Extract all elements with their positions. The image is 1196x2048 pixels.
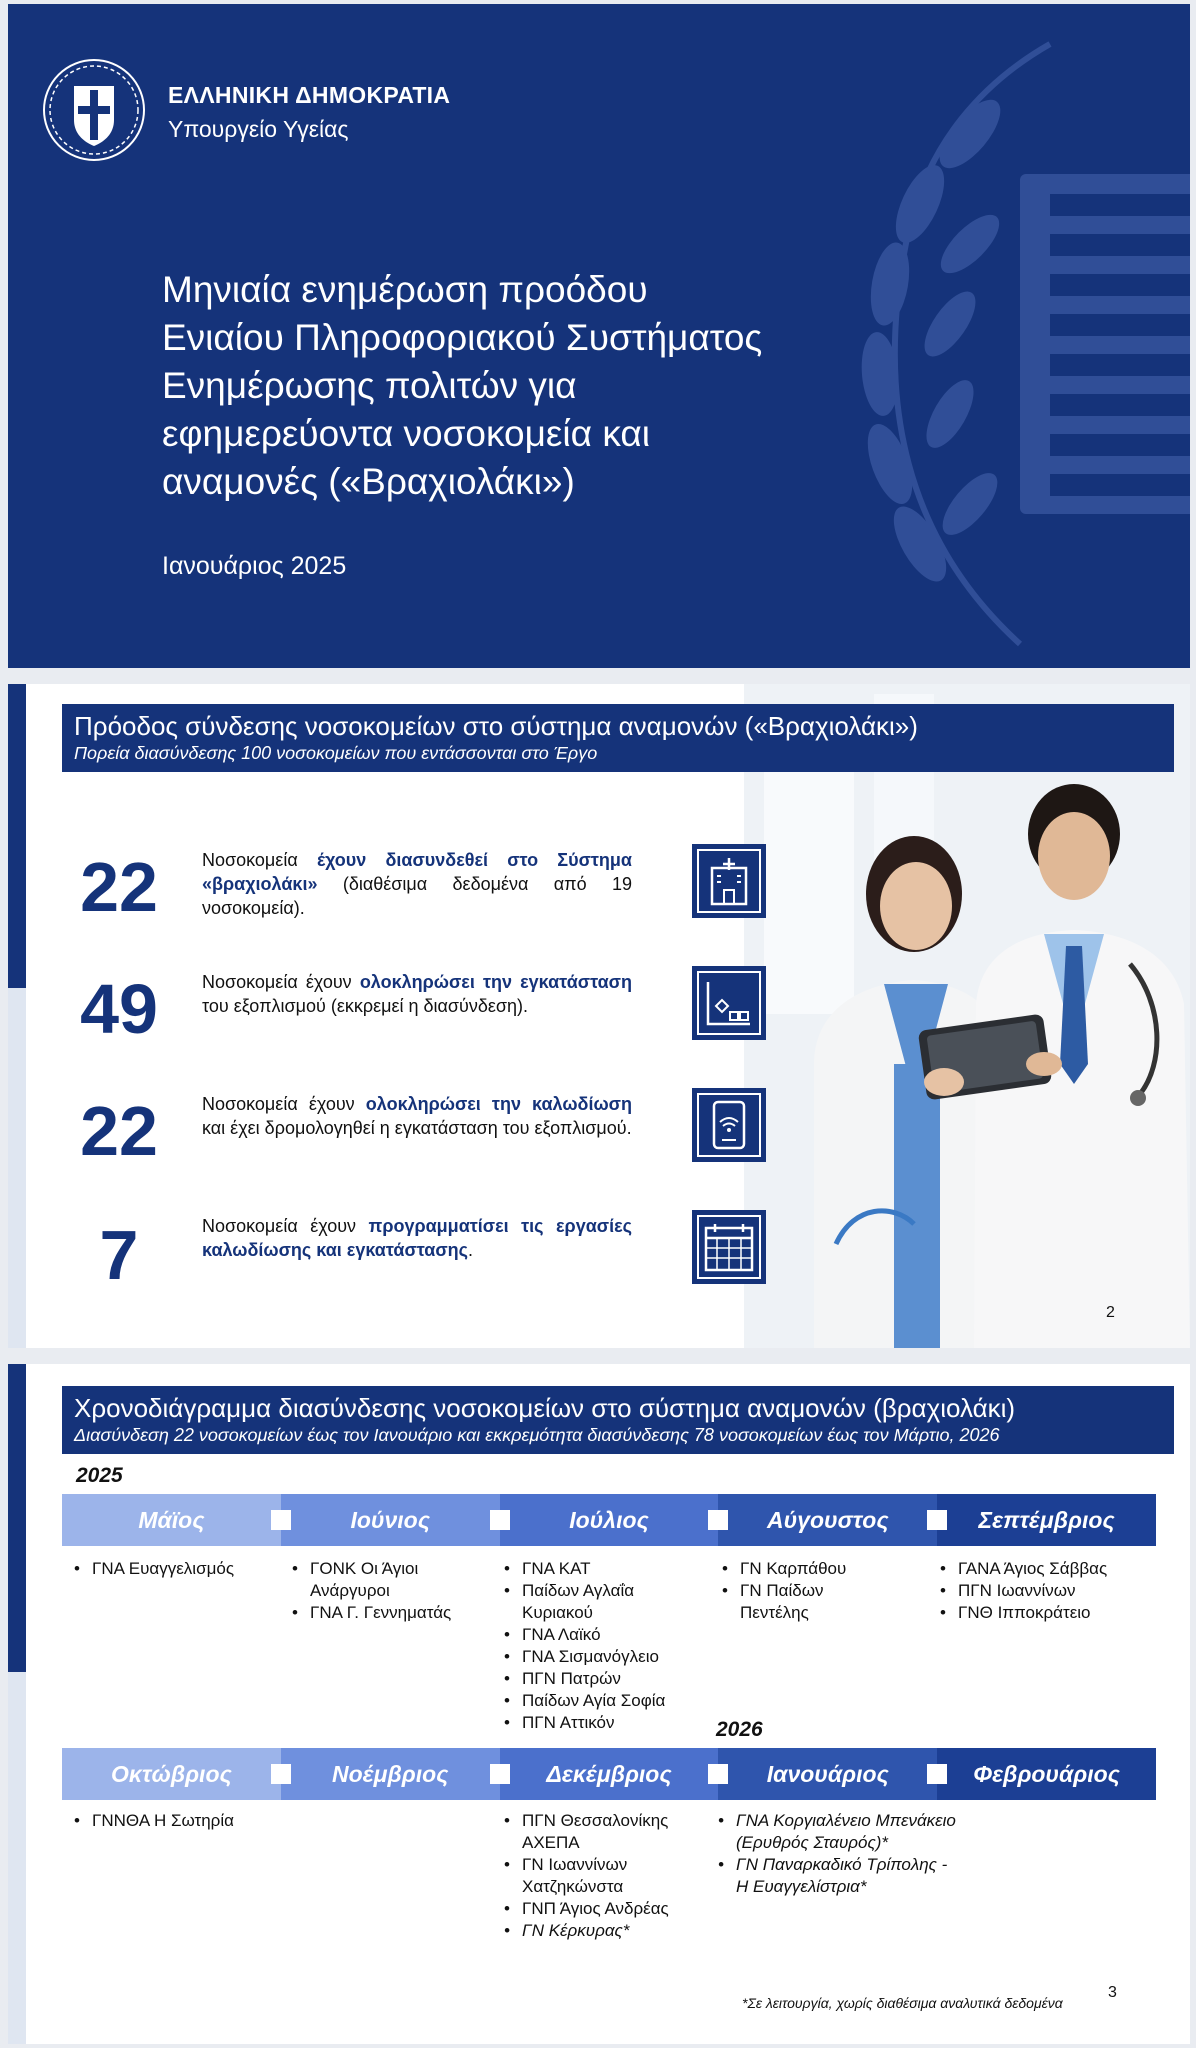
list-item: • ΓΝ Καρπάθου: [718, 1558, 878, 1580]
stat-text: Νοσοκομεία έχουν: [202, 972, 360, 992]
stat-description: [202, 848, 632, 920]
month-column: [714, 1810, 964, 1898]
page-number: 2: [1106, 1304, 1115, 1321]
wifi-device-icon: [692, 1088, 766, 1162]
month-november: [281, 1748, 500, 1800]
hospital-icon: [692, 844, 766, 918]
month-label: Ιούνιος: [350, 1506, 430, 1533]
month-label: Νοέμβριος: [331, 1760, 449, 1787]
accent-bar-light: [8, 1672, 26, 2044]
list-item: • ΓΑΝΑ Άγιος Σάββας: [936, 1558, 1156, 1580]
list-item: • ΓΝ Ιωαννίνων Χατζηκώνστα: [500, 1854, 700, 1898]
emblem-watermark-icon: [850, 24, 1190, 664]
stat-number: 22: [80, 1092, 158, 1170]
stat-highlight: ολοκληρώσει την εγκατάσταση: [359, 972, 632, 992]
month-june: [281, 1494, 500, 1546]
list-item: • ΓΝΠ Άγιος Ανδρέας: [500, 1898, 700, 1920]
month-october: [62, 1748, 281, 1800]
list-item: • ΠΓΝ Θεσσαλονίκης ΑΧΕΠΑ: [500, 1810, 700, 1854]
month-january: [718, 1748, 937, 1800]
ministry-name: Υπουργείο Υγείας: [168, 116, 349, 142]
list-item: • ΠΓΝ Πατρών: [500, 1668, 690, 1690]
month-august: [718, 1494, 937, 1546]
doctors-illustration: [744, 684, 1190, 1348]
month-may: [62, 1494, 281, 1546]
month-column: [70, 1558, 280, 1580]
month-december: [500, 1748, 719, 1800]
timeline-title: Χρονοδιάγραμμα διασύνδεσης νοσοκομείων στο σύστημα αναμονών (βραχιολάκι): [74, 1393, 1016, 1423]
month-column: [500, 1558, 690, 1734]
accent-bar-light: [8, 988, 26, 1348]
cover-date: Ιανουάριος 2025: [162, 552, 347, 580]
list-item: • ΠΓΝ Ιωαννίνων: [936, 1580, 1156, 1602]
month-september: [937, 1494, 1156, 1546]
cover-slide: [8, 4, 1190, 668]
footnote: *Σε λειτουργία, χωρίς διαθέσιμα αναλυτικά δεδομένα: [742, 1995, 1063, 2011]
accent-bar: [8, 1364, 26, 1672]
list-item: • Παίδων Αγία Σοφία: [500, 1690, 690, 1712]
stat-number: 49: [80, 970, 158, 1048]
month-bar-row2: [62, 1748, 1156, 1800]
cover-title-line: Ενημέρωσης πολιτών για: [162, 365, 577, 406]
month-label: Μάϊος: [138, 1506, 205, 1533]
timeline-marker: [708, 1510, 728, 1530]
floorplan-icon: [692, 966, 766, 1040]
stat-highlight: προγραμματίσει τις εργασίες καλωδίωσης και εγκατάστασης: [202, 1216, 632, 1260]
stat-text: Νοσοκομεία: [202, 850, 317, 870]
month-column: [288, 1558, 468, 1624]
list-item: • ΓΝ Κέρκυρας*: [500, 1920, 700, 1942]
list-item: • ΠΓΝ Αττικόν: [500, 1712, 690, 1734]
stat-highlight: ολοκληρώσει την καλωδίωση: [365, 1094, 632, 1114]
list-item: • ΓΝΑ Σισμανόγλειο: [500, 1646, 690, 1668]
timeline-marker: [927, 1510, 947, 1530]
year-label-2025: 2025: [76, 1464, 123, 1487]
timeline-marker: [708, 1764, 728, 1784]
progress-subtitle: Πορεία διασύνδεσης 100 νοσοκομείων που εντάσσονται στο Έργο: [74, 743, 598, 763]
stat-number: 22: [80, 848, 158, 926]
month-column: [70, 1810, 280, 1832]
year-label-2026: 2026: [716, 1718, 763, 1741]
cover-title-line: εφημερεύοντα νοσοκομεία και: [162, 413, 650, 454]
progress-header: [62, 704, 1174, 772]
doctors-photo: [744, 684, 1190, 1348]
calendar-icon: [692, 1210, 766, 1284]
timeline-marker: [271, 1764, 291, 1784]
list-item: • ΓΝΑ ΚΑΤ: [500, 1558, 690, 1580]
stat-description: [202, 1214, 632, 1262]
stat-number: 7: [99, 1216, 139, 1294]
list-item: • ΓΝΑ Γ. Γεννηματάς: [288, 1602, 468, 1624]
cover-title: [162, 266, 862, 506]
month-label: Ιούλιος: [569, 1506, 649, 1533]
month-column: [500, 1810, 700, 1942]
month-label: Οκτώβριος: [111, 1760, 232, 1787]
month-column: [936, 1558, 1156, 1624]
stat-text: .: [468, 1240, 474, 1260]
stat-description: [202, 1092, 632, 1140]
month-july: [500, 1494, 719, 1546]
stat-text: Νοσοκομεία έχουν: [202, 1216, 369, 1236]
month-column: [718, 1558, 878, 1624]
stat-description: [202, 970, 632, 1018]
list-item: • ΓΝ Παίδων Πεντέλης: [718, 1580, 878, 1624]
month-february: [937, 1748, 1156, 1800]
timeline-marker: [927, 1764, 947, 1784]
month-bar-row1: [62, 1494, 1156, 1546]
stat-text: (διαθέσιμα δεδομένα από 19 νοσοκομεία).: [202, 874, 632, 918]
month-label: Φεβρουάριος: [973, 1760, 1120, 1787]
stat-highlight: έχουν διασυνδεθεί στο Σύστημα «βραχιολάκι»: [202, 850, 632, 894]
cover-title-line: Μηνιαία ενημέρωση προόδου: [162, 269, 648, 310]
government-name: ΕΛΛΗΝΙΚΗ ΔΗΜΟΚΡΑΤΙΑ: [168, 82, 451, 108]
timeline-marker: [271, 1510, 291, 1530]
month-label: Αύγουστος: [766, 1506, 889, 1533]
list-item: • ΓΟΝΚ Οι Άγιοι Ανάργυροι: [288, 1558, 468, 1602]
cover-title-line: Ενιαίου Πληροφοριακού Συστήματος: [162, 317, 763, 358]
month-label: Ιανουάριος: [766, 1760, 889, 1787]
accent-bar: [8, 684, 26, 988]
progress-slide: [8, 684, 1190, 1348]
list-item: • ΓΝΑ Κοργιαλένειο Μπενάκειο (Ερυθρός Σταυρός)*: [714, 1810, 964, 1854]
timeline-header: [62, 1386, 1174, 1454]
month-label: Σεπτέμβριος: [978, 1506, 1115, 1533]
stat-text: του εξοπλισμού (εκκρεμεί η διασύνδεση).: [202, 996, 529, 1016]
progress-title: Πρόοδος σύνδεσης νοσοκομείων στο σύστημα αναμονών («Βραχιολάκι»): [74, 711, 918, 741]
greek-coat-of-arms-icon: [42, 58, 146, 162]
list-item: • ΓΝΘ Ιπποκράτειο: [936, 1602, 1156, 1624]
timeline-slide: [8, 1364, 1190, 2044]
page-number: 3: [1108, 1984, 1117, 2001]
list-item: • ΓΝΑ Λαϊκό: [500, 1624, 690, 1646]
timeline-subtitle: Διασύνδεση 22 νοσοκομείων έως τον Ιανουάριο και εκκρεμότητα διασύνδεσης 78 νοσοκομείων έως τον Μάρτιο, 2026: [74, 1425, 1000, 1445]
timeline-marker: [490, 1510, 510, 1530]
list-item: • ΓΝΑ Ευαγγελισμός: [70, 1558, 280, 1580]
timeline-marker: [490, 1764, 510, 1784]
stat-text: Νοσοκομεία έχουν: [202, 1094, 366, 1114]
cover-title-line: αναμονές («Βραχιολάκι»): [162, 461, 575, 502]
list-item: • ΓΝ Παναρκαδικό Τρίπολης - Η Ευαγγελίστρια*: [714, 1854, 964, 1898]
list-item: • Παίδων Αγλαΐα Κυριακού: [500, 1580, 690, 1624]
list-item: • ΓΝΝΘΑ Η Σωτηρία: [70, 1810, 280, 1832]
stat-text: και έχει δρομολογηθεί η εγκατάσταση του εξοπλισμού.: [202, 1118, 632, 1138]
month-label: Δεκέμβριος: [546, 1760, 672, 1787]
